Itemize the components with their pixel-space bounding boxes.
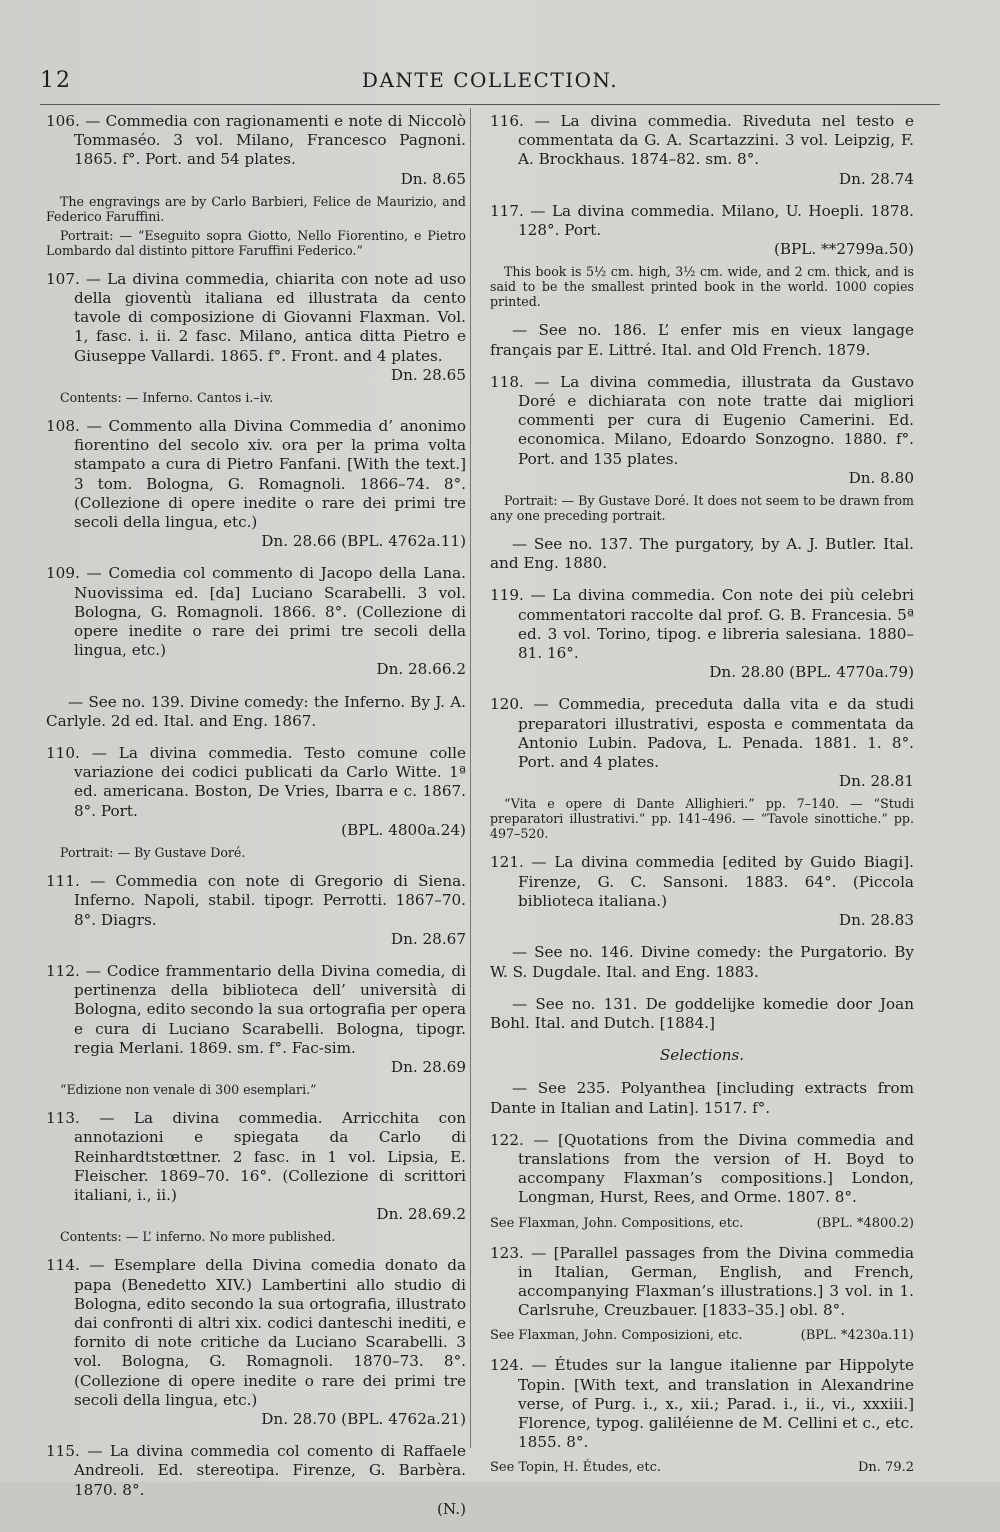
shelf-mark: Dn. 28.69.2	[376, 1205, 466, 1224]
entry-text: — Commento alla Divina Commedia d’ anonimo fiorentino del secolo xiv. ora per la prima volta stampato a cura di Pietro Fanfani. [With the text.] 3 tom. Bologna, G. Romagnoli. 1866–74. 8°. (Collezione di opere inedite o rare dei primi tre secoli della lingua, etc.)	[74, 417, 466, 532]
cross-reference: — See no. 146. Divine comedy: the Purgatorio. By W. S. Dugdale. Ital. and Eng. 1883.	[490, 943, 914, 981]
entry-note: “Vita e opere di Dante Allighieri.” pp. 7–140. — “Studi preparatori illustrativi.” pp. 141–496. — “Tavole sinottiche.” pp. 497–520.	[490, 796, 914, 842]
entry-number: 119	[490, 586, 519, 605]
entry-number: 110	[46, 744, 75, 763]
entry-text: — [Quotations from the Divina commedia and translations from the version of H. Boyd to accompany Flaxman’s compositions.] London, Longman, Hurst, Rees, and Orme. 1807. 8°.	[518, 1130, 914, 1207]
shelf-mark: Dn. 28.69	[390, 1057, 466, 1076]
entry-text: — La divina commedia, illustrata da Gustavo Doré e dichiarata con note tratte dai migliori commenti per cura di Eugenio Camerini. Ed. economica. Milano, Edoardo Sonzogno. 1880. f°. Port. and 135 plates.	[518, 372, 915, 468]
entry-text: — Études sur la langue italienne par Hippolyte Topin. [With text, and translation in Alexandrine verse, of Purg. i., x., xii.; Parad. i., ii., vi., xxxiii.] Florence, typog. galiléienne de M. Cellini et c., etc. 1855. 8°.	[518, 1356, 914, 1452]
shelf-mark: Dn. 28.80 (BPL. 4770a.79)	[709, 663, 914, 682]
entry-text: — La divina commedia, chiarita con note ad uso della gioventù italiana ed illustrata da cento tavole di composizione di Giovanni Flaxman. Vol. 1, fasc. i. ii. 2 fasc. Milano, antica ditta Pietro e Giuseppe Vallardi. 1865. f°. Front. and 4 plates.	[74, 269, 466, 365]
shelf-mark: Dn. 28.67	[390, 929, 466, 948]
catalog-entry: 113. — La divina commedia. Arricchita con annotazioni e spiegata da Carlo di Reinhardtstœttner. 2 fasc. in 1 vol. Lipsia, E. Fleischer. 1869–70. 16°. (Collezione di scrittori italiani, i., ii.) Dn. 28.69.2	[46, 1109, 466, 1224]
entry-number: 123	[490, 1243, 519, 1262]
catalog-entry: 112. — Codice frammentario della Divina comedia, di pertinenza della biblioteca dell’ università di Bologna, edito secondo la sua ortografia per opera e cura di Luciano Scarabelli. Bologna, tipogr. regia Merlani. 1869. sm. f°. Fac-sim. Dn. 28.69	[46, 961, 466, 1076]
entry-text: — La divina commedia. Testo comune colle variazione dei codici publicati da Carlo Witte. 1ª ed. americana. Boston, De Vries, Ibarra e c. 1867. 8°. Port.	[74, 744, 467, 820]
catalog-entry: 109. — Comedia col commento di Jacopo della Lana. Nuovissima ed. [da] Luciano Scarabelli. 3 vol. Bologna, G. Romagnoli. 1866. 8°. (Collezione di opere inedite o rare dei primi tre secoli della lingua, etc.) Dn. 28.66.2	[46, 564, 467, 679]
entry-text: — La divina commedia. Riveduta nel testo e commentata da G. A. Scartazzini. 3 vol. Leipzig, F. A. Brockhaus. 1874–82. sm. 8°.	[518, 112, 914, 169]
page-number: 12	[40, 68, 72, 93]
catalog-entry: 119. — La divina commedia. Con note dei più celebri commentatori raccolte dal prof. G. B. Francesia. 5ª ed. 3 vol. Torino, tipog. e libreria salesiana. 1880–81. 16°. Dn. 28.80 (BPL. 4770a.79)	[490, 586, 915, 682]
entry-number: 118	[490, 372, 519, 391]
entry-text: — Commedia con note di Gregorio di Siena. Inferno. Napoli, stabil. tipogr. Perrotti. 1867–70. 8°. Diagrs.	[74, 872, 467, 929]
shelf-mark: (BPL. **2799a.50)	[773, 240, 914, 259]
entry-number: 111	[46, 872, 75, 891]
entry-note: Contents: — L’ inferno. No more published.	[60, 1229, 336, 1245]
section-heading: Selections.	[659, 1046, 745, 1065]
shelf-mark: Dn. 28.66 (BPL. 4762a.11)	[261, 532, 466, 551]
catalog-entry: 118. — La divina commedia, illustrata da Gustavo Doré e dichiarata con note tratte dai migliori commenti per cura di Eugenio Camerini. Ed. economica. Milano, Edoardo Sonzogno. 1880. f°. Port. and 135 plates. Dn. 8.80	[490, 372, 915, 487]
entry-number: 121	[490, 853, 519, 872]
entry-note: Portrait: — “Eseguito sopra Giotto, Nello Fiorentino, e Pietro Lombardo dal distinto pittore Faruffini Federico.”	[46, 227, 466, 258]
catalog-entry: 115. — La divina commedia col comento di Raffaele Andreoli. Ed. stereotipa. Firenze, G. Barbèra. 1870. 8°. (N.)	[46, 1442, 466, 1518]
catalog-entry: 110. — La divina commedia. Testo comune colle variazione dei codici publicati da Carlo Witte. 1ª ed. americana. Boston, De Vries, Ibarra e c. 1867. 8°. Port. (BPL. 4800a.24)	[46, 744, 467, 839]
left-column	[46, 112, 466, 1532]
entry-note: Portrait: — By Gustave Doré. It does not seem to be drawn from any one preceding portrait.	[490, 493, 914, 524]
catalog-entry: 122. — [Quotations from the Divina commedia and translations from the version of H. Boyd to accompany Flaxman’s compositions.] London, Longman, Hurst, Rees, and Orme. 1807. 8°.	[490, 1130, 914, 1207]
entry-text: — La divina commedia [edited by Guido Biagi]. Firenze, G. C. Sansoni. 1883. 64°. (Piccola biblioteca italiana.)	[518, 853, 915, 910]
entry-text: — La divina commedia col comento di Raffaele Andreoli. Ed. stereotipa. Firenze, G. Barbèra. 1870. 8°.	[74, 1442, 466, 1499]
entry-text: — La divina commedia. Arricchita con annotazioni e spiegata da Carlo di Reinhardtstœttner. 2 fasc. in 1 vol. Lipsia, E. Fleischer. 1869–70. 16°. (Collezione di scrittori italiani, i., ii.)	[74, 1109, 466, 1204]
cross-reference: — See 235. Polyanthea [including extracts from Dante in Italian and Latin]. 1517. f°.	[490, 1079, 914, 1117]
catalog-entry: 121. — La divina commedia [edited by Guido Biagi]. Firenze, G. C. Sansoni. 1883. 64°. (Piccola biblioteca italiana.) Dn. 28.83	[490, 853, 915, 930]
shelf-mark: Dn. 28.81	[838, 772, 914, 791]
entry-text: — Comedia col commento di Jacopo della Lana. Nuovissima ed. [da] Luciano Scarabelli. 3 vol. Bologna, G. Romagnoli. 1866. 8°. (Collezione di opere inedite o rare dei primi tre secoli della lingua, etc.)	[74, 564, 467, 660]
entry-number: 120	[490, 695, 519, 714]
entry-text: — [Parallel passages from the Divina commedia in Italian, German, English, and French, accompanying Flaxman’s illustrations.] 3 vol. in 1. Carlsruhe, Creuzbauer. [1833–35.] obl. 8°.	[518, 1243, 915, 1320]
entry-text: — Codice frammentario della Divina comedia, di pertinenza della biblioteca dell’ università di Bologna, edito secondo la sua ortografia per opera e cura di Luciano Scarabelli. Bologna, tipogr. regia Merlani. 1869. sm. f°. Fac-sim.	[74, 961, 466, 1057]
shelf-mark: Dn. 28.70 (BPL. 4762a.21)	[261, 1409, 466, 1428]
entry-text: — Commedia con ragionamenti e note di Niccolò Tommaséo. 3 vol. Milano, Francesco Pagnoni. 1865. f°. Port. and 54 plates.	[74, 112, 466, 169]
see-also-line	[490, 1215, 914, 1232]
entry-number: 124	[490, 1356, 519, 1375]
column-divider	[470, 108, 471, 1448]
catalog-entry: 123. — [Parallel passages from the Divina commedia in Italian, German, English, and French, accompanying Flaxman’s illustrations.] 3 vol. in 1. Carlsruhe, Creuzbauer. [1833–35.] obl. 8°.	[490, 1243, 915, 1320]
entry-note: The engravings are by Carlo Barbieri, Felice de Maurizio, and Federico Faruffini.	[46, 193, 466, 224]
entry-number: 107	[46, 269, 75, 288]
cross-reference: — See no. 131. De goddelijke komedie door Joan Bohl. Ital. and Dutch. [1884.]	[490, 994, 914, 1032]
entry-note: Portrait: — By Gustave Doré.	[60, 845, 246, 861]
catalog-entry: 124. — Études sur la langue italienne par Hippolyte Topin. [With text, and translation in Alexandrine verse, of Purg. i., x., xii.; Parad. i., ii., vi., xxxiii.] Florence, typog. galiléienne de M. Cellini et c., etc. 1855. 8°.	[490, 1356, 914, 1452]
page-header	[40, 68, 940, 102]
cross-reference: — See no. 139. Divine comedy: the Inferno. By J. A. Carlyle. 2d ed. Ital. and Eng. 1867.	[46, 692, 466, 730]
see-also-text: See Flaxman, John. Compositions, etc.	[490, 1215, 744, 1231]
entry-number: 122	[490, 1130, 519, 1149]
see-also-ref: (BPL. *4230a.11)	[800, 1328, 914, 1344]
catalog-entry: 108. — Commento alla Divina Commedia d’ anonimo fiorentino del secolo xiv. ora per la prima volta stampato a cura di Pietro Fanfani. [With the text.] 3 tom. Bologna, G. Romagnoli. 1866–74. 8°. (Collezione di opere inedite o rare dei primi tre secoli della lingua, etc.) Dn. 28.66 (BPL. 4762a.11)	[46, 417, 466, 551]
catalog-entry: 120. — Commedia, preceduta dalla vita e da studi preparatori illustrativi, esposta e commentata da Antonio Lubin. Padova, L. Penada. 1881. 1. 8°. Port. and 4 plates. Dn. 28.81	[490, 695, 914, 791]
catalog-entry: 117. — La divina commedia. Milano, U. Hoepli. 1878. 128°. Port. (BPL. **2799a.50)	[490, 201, 914, 259]
entry-note: Contents: — Inferno. Cantos i.–iv.	[60, 390, 274, 406]
entry-number: 116	[490, 112, 519, 130]
see-also-ref: Dn. 79.2	[857, 1460, 914, 1476]
entry-number: 106	[46, 112, 75, 130]
entry-number: 113	[46, 1109, 75, 1128]
entry-text: — La divina commedia. Milano, U. Hoepli. 1878. 128°. Port.	[518, 201, 914, 240]
catalog-entry: 116. — La divina commedia. Riveduta nel testo e commentata da G. A. Scartazzini. 3 vol. Leipzig, F. A. Brockhaus. 1874–82. sm. 8°. Dn. 28.74	[490, 112, 914, 188]
entry-number: 109	[46, 564, 75, 583]
shelf-mark: (BPL. 4800a.24)	[341, 820, 466, 839]
entry-number: 112	[46, 961, 75, 980]
cross-reference: — See no. 186. L’ enfer mis en vieux langage français par E. Littré. Ital. and Old French. 1879.	[490, 321, 914, 359]
running-title: DANTE COLLECTION.	[361, 68, 619, 92]
entry-text: — Esemplare della Divina comedia donato da papa (Benedetto XIV.) Lambertini allo studio di Bologna, edito secondo la sua ortografia, illustrato dai confronti di altri xix. codici danteschi inediti, e fornito di note critiche da Luciano Scarabelli. 3 vol. Bologna, G. Romagnoli. 1870–73. 8°. (Collezione di opere inedite o rare dei primi tre secoli della lingua, etc.)	[74, 1256, 467, 1409]
entry-text: — La divina commedia. Con note dei più celebri commentatori raccolte dal prof. G. B. Francesia. 5ª ed. 3 vol. Torino, tipog. e libreria salesiana. 1880–81. 16°.	[518, 586, 915, 663]
shelf-mark: Dn. 28.83	[838, 911, 914, 930]
catalog-entry: 107. — La divina commedia, chiarita con note ad uso della gioventù italiana ed illustrata da cento tavole di composizione di Giovanni Flaxman. Vol. 1, fasc. i. ii. 2 fasc. Milano, antica ditta Pietro e Giuseppe Vallardi. 1865. f°. Front. and 4 plates. Dn. 28.65	[46, 269, 466, 384]
shelf-mark: Dn. 28.65	[390, 365, 466, 384]
see-also-line	[490, 1459, 914, 1476]
catalog-entry: 106. — Commedia con ragionamenti e note di Niccolò Tommaséo. 3 vol. Milano, Francesco Pagnoni. 1865. f°. Port. and 54 plates. Dn. 8.65	[46, 112, 466, 188]
shelf-mark: Dn. 8.65	[400, 169, 466, 188]
entry-number: 108	[46, 417, 75, 436]
catalog-entry: 114. — Esemplare della Divina comedia donato da papa (Benedetto XIV.) Lambertini allo studio di Bologna, edito secondo la sua ortografia, illustrato dai confronti di altri xix. codici danteschi inediti, e fornito di note critiche da Luciano Scarabelli. 3 vol. Bologna, G. Romagnoli. 1870–73. 8°. (Collezione di opere inedite o rare dei primi tre secoli della lingua, etc.) Dn. 28.70 (BPL. 4762a.21)	[46, 1256, 467, 1428]
entry-number: 114	[46, 1256, 75, 1275]
right-column	[490, 112, 914, 1488]
entry-note: “Edizione non venale di 300 esemplari.”	[60, 1082, 317, 1098]
shelf-mark: Dn. 8.80	[848, 468, 914, 487]
header-rule	[40, 104, 940, 105]
see-also-text: See Flaxman, John. Composizioni, etc.	[490, 1328, 743, 1344]
entry-number: 117	[490, 201, 519, 220]
cross-reference: — See no. 137. The purgatory, by A. J. Butler. Ital. and Eng. 1880.	[490, 535, 914, 573]
see-also-line	[490, 1327, 914, 1344]
shelf-mark: Dn. 28.66.2	[376, 660, 466, 679]
shelf-mark: (N.)	[437, 1499, 466, 1518]
see-also-text: See Topin, H. Études, etc.	[490, 1460, 661, 1476]
catalog-entry: 111. — Commedia con note di Gregorio di Siena. Inferno. Napoli, stabil. tipogr. Perrotti. 1867–70. 8°. Diagrs. Dn. 28.67	[46, 872, 467, 948]
see-also-ref: (BPL. *4800.2)	[816, 1215, 914, 1231]
entry-text: — Commedia, preceduta dalla vita e da studi preparatori illustrativi, esposta e commentata da Antonio Lubin. Padova, L. Penada. 1881. 1. 8°. Port. and 4 plates.	[518, 695, 914, 772]
shelf-mark: Dn. 28.74	[838, 169, 914, 188]
entry-number: 115	[46, 1442, 75, 1461]
entry-note: This book is 5½ cm. high, 3½ cm. wide, and 2 cm. thick, and is said to be the smallest printed book in the world. 1000 copies printed.	[490, 264, 914, 310]
